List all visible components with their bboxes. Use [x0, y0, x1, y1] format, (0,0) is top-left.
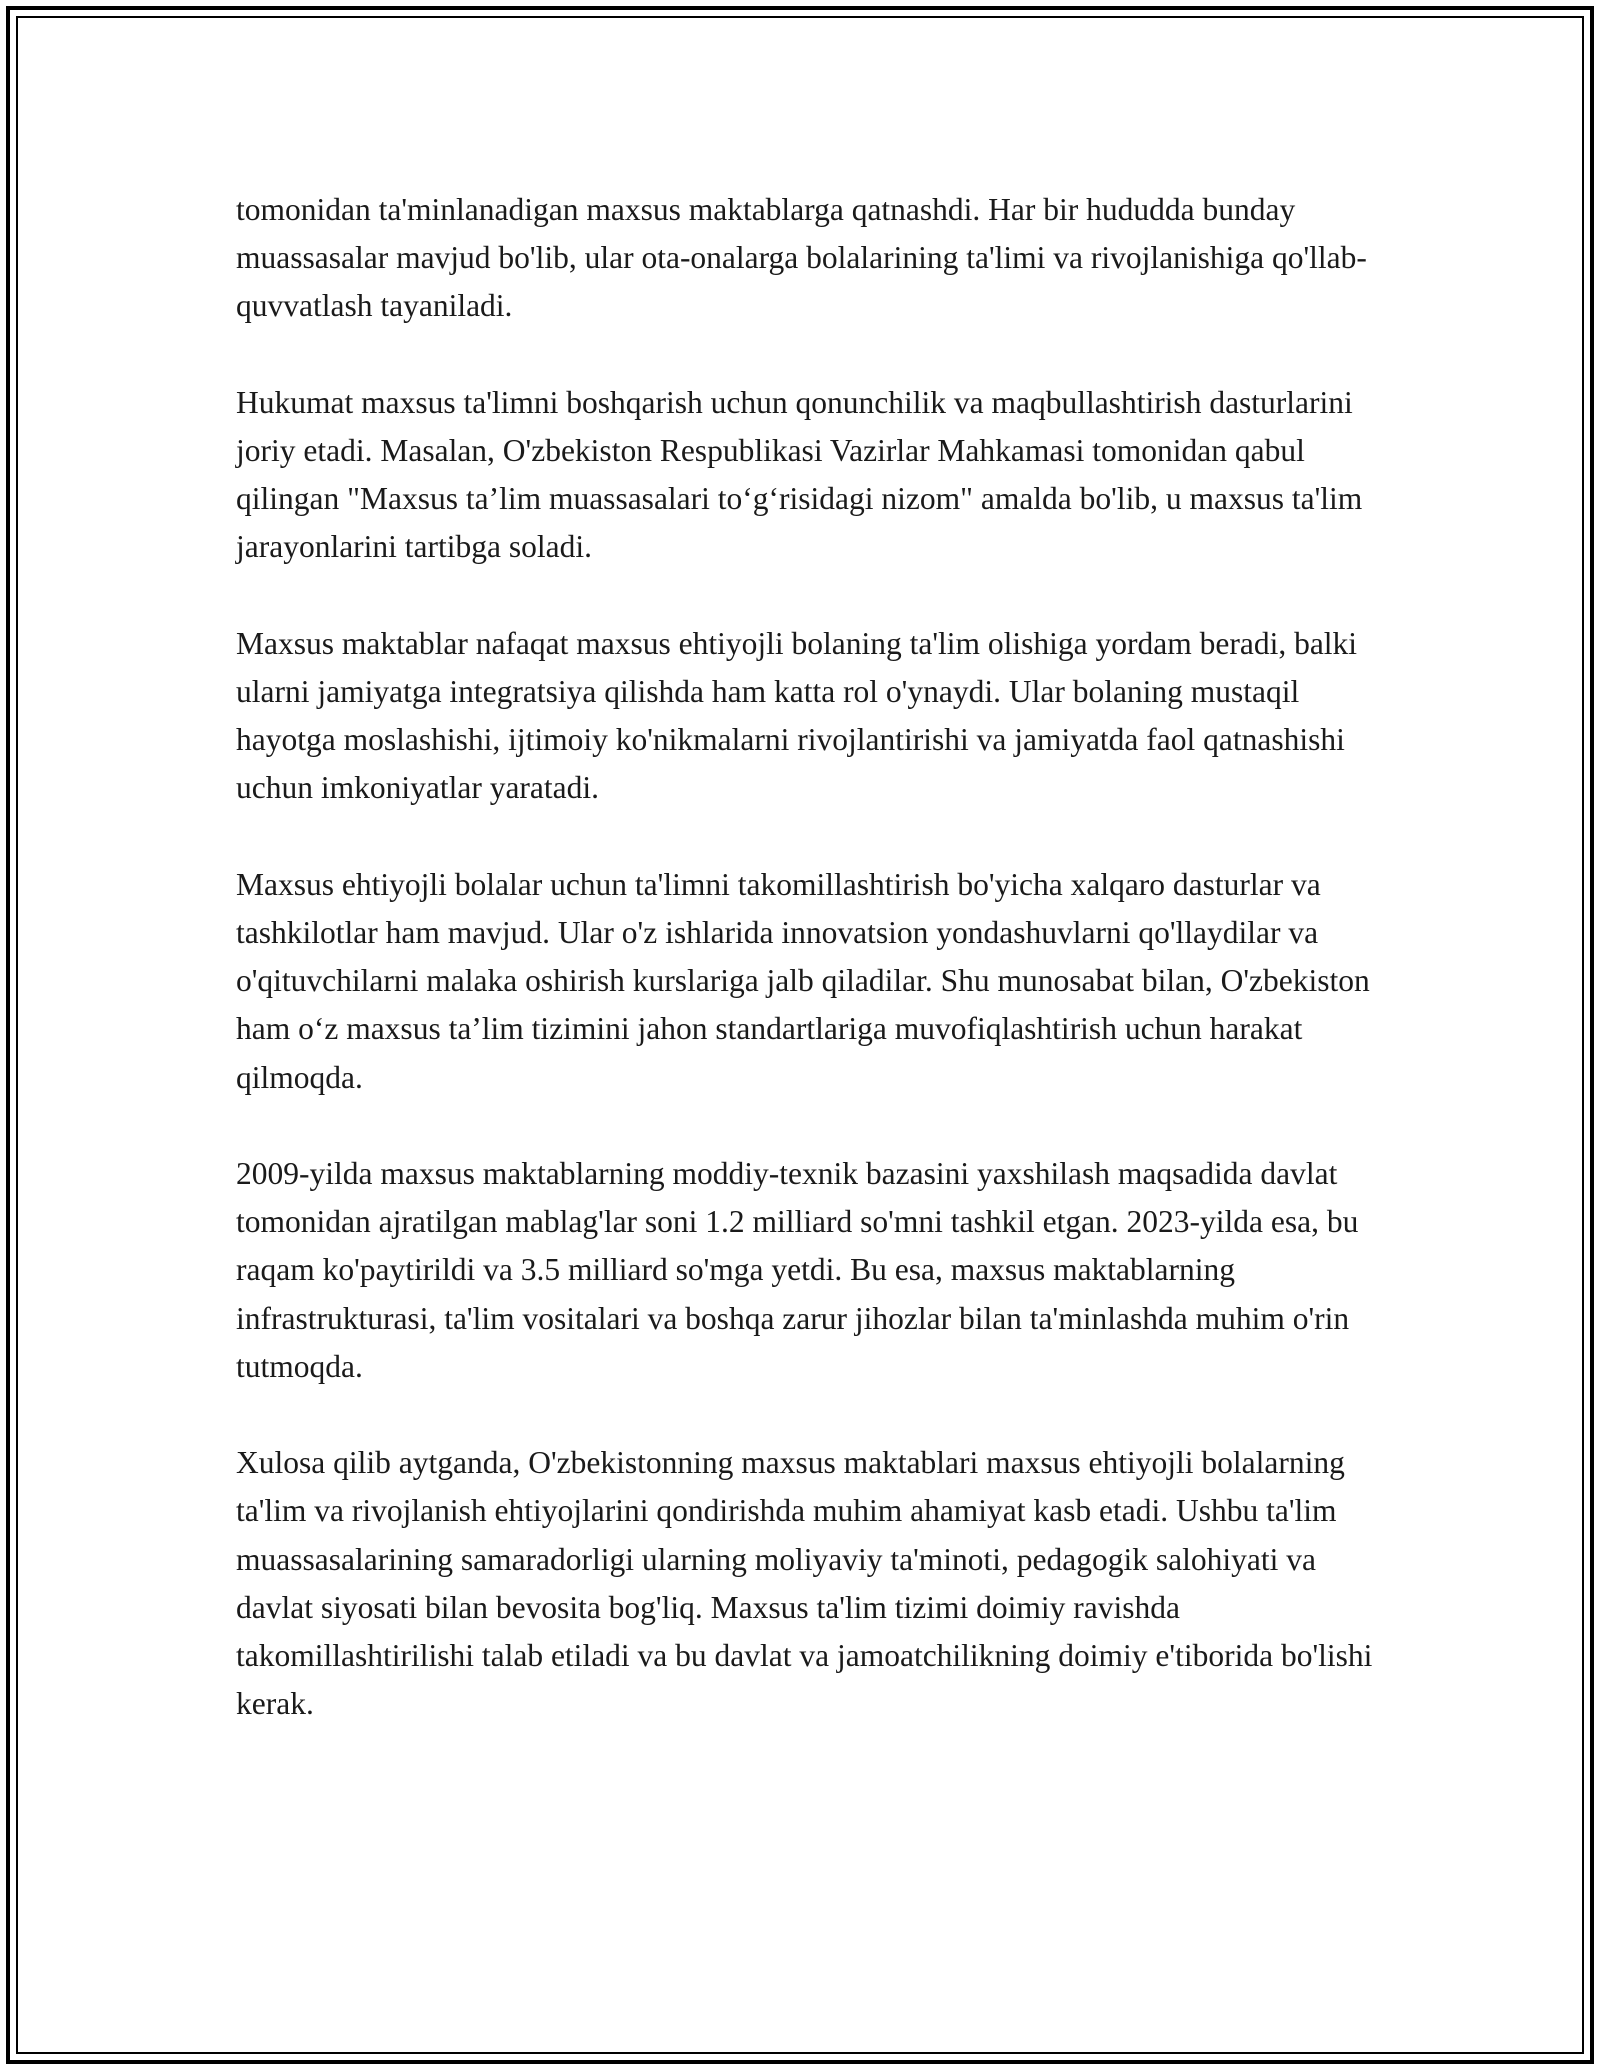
paragraph: Hukumat maxsus ta'limni boshqarish uchun qonunchilik va maqbullashtirish dasturlarini joriy etadi. Masalan, O'zbekiston Respublikasi Vazirlar Mahkamasi tomonidan qabul qilingan "Maxsus ta’lim muassasalari to‘g‘risidagi nizom" amalda bo'lib, u maxsus ta'lim jarayonlarini tartibga soladi. [236, 384, 1363, 565]
paragraph: tomonidan ta'minlanadigan maxsus maktablarga qatnashdi. Har bir hududda bunday muassasalar mavjud bo'lib, ular ota-onalarga bolalarining ta'limi va rivojlanishiga qo'llab-quvvatlash tayaniladi. [236, 192, 1367, 324]
paragraph: Maxsus ehtiyojli bolalar uchun ta'limni takomillashtirish bo'yicha xalqaro dasturlar va tashkilotlar ham mavjud. Ular o'z ishlarida innovatsion yondashuvlarni qo'llaydilar va o'qituvchilarni malaka oshirish kurslariga jalb qiladilar. Shu munosabat bilan, O'zbekiston ham o‘z maxsus ta’lim tizimini jahon standartlariga muvofiqlashtirish uchun harakat qilmoqda. [236, 866, 1370, 1095]
paragraph: Xulosa qilib aytganda, O'zbekistonning maxsus maktablari maxsus ehtiyojli bolalarning ta'lim va rivojlanish ehtiyojlarini qondirishda muhim ahamiyat kasb etadi. Ushbu ta'lim muassasalarining samaradorligi ularning moliyaviy ta'minoti, pedagogik salohiyati va davlat siyosati bilan bevosita bog'liq. Maxsus ta'lim tizimi doimiy ravishda takomillashtirilishi talab etiladi va bu davlat va jamoatchilikning doimiy e'tiborida bo'lishi kerak. [236, 1445, 1373, 1722]
document-body [236, 186, 1386, 1777]
paragraph: 2009-yilda maxsus maktablarning moddiy-texnik bazasini yaxshilash maqsadida davlat tomonidan ajratilgan mablag'lar soni 1.2 milliard so'mni tashkil etgan. 2023-yilda esa, bu raqam ko'paytirildi va 3.5 milliard so'mga yetdi. Bu esa, maxsus maktablarning infrastrukturasi, ta'lim vositalari va boshqa zarur jihozlar bilan ta'minlashda muhim o'rin tutmoqda. [236, 1156, 1359, 1384]
paragraph: Maxsus maktablar nafaqat maxsus ehtiyojli bolaning ta'lim olishiga yordam beradi, balki ularni jamiyatga integratsiya qilishda ham katta rol o'ynaydi. Ular bolaning mustaqil hayotga moslashishi, ijtimoiy ko'nikmalarni rivojlantirishi va jamiyatda faol qatnashishi uchun imkoniyatlar yaratadi. [236, 625, 1358, 806]
